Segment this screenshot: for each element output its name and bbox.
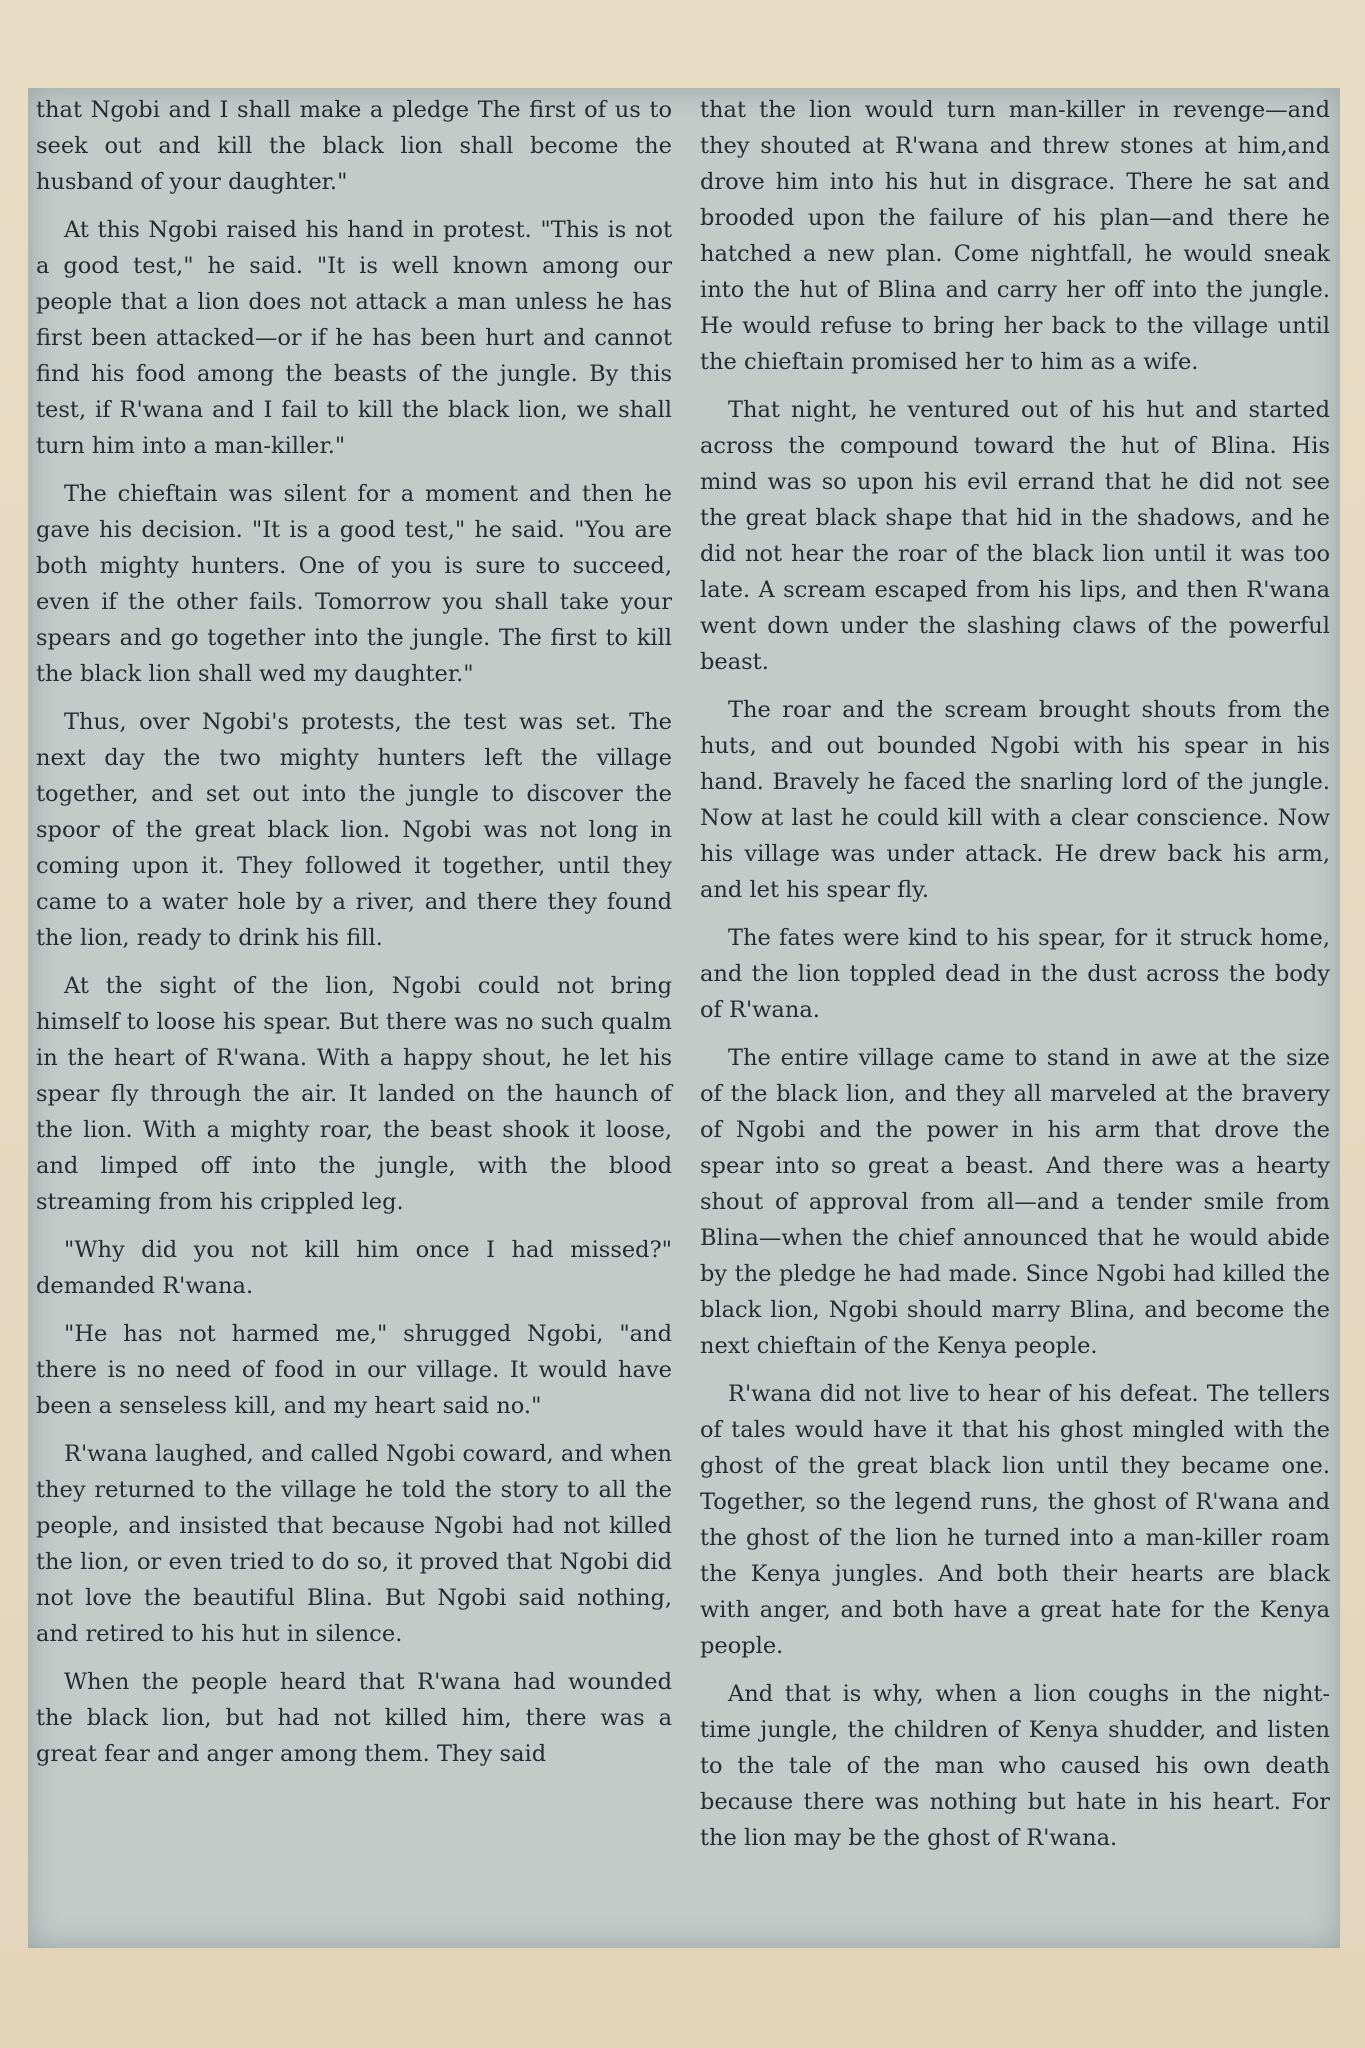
right-column [700, 92, 1330, 1868]
paragraph: The chieftain was silent for a moment and then he gave his decision. "It is a good test," he said. "You are both mighty hunters. One of you is sure to succeed, even if the other fails. Tomorrow you shall take your spears and go together into the jungle. The first to kill the black lion shall wed my daughter." [36, 481, 672, 687]
page-bottom-margin [0, 1948, 1365, 2048]
paragraph: At this Ngobi raised his hand in protest. "This is not a good test," he said. "It is well known among our people that a lion does not attack a man unless he has first been attacked—or if he has been hurt and cannot find his food among the beasts of the jungle. By this test, if R'wana and I fail to kill the black lion, we shall turn him into a man-killer." [36, 217, 672, 459]
paragraph: that the lion would turn man-killer in revenge—and they shouted at R'wana and threw stones at him,and drove him into his hut in disgrace. There he sat and brooded upon the failure of his plan—and there he hatched a new plan. Come nightfall, he would sneak into the hut of Blina and carry her off into the jungle. He would refuse to bring her back to the village until the chieftain promised her to him as a wife. [700, 97, 1330, 375]
paragraph: Thus, over Ngobi's protests, the test was set. The next day the two mighty hunters left the village together, and set out into the jungle to discover the spoor of the great black lion. Ngobi was not long in coming upon it. They followed it together, until they came to a water hole by a river, and there they found the lion, ready to drink his fill. [36, 709, 672, 951]
paragraph: The entire village came to stand in awe at the size of the black lion, and they all marveled at the bravery of Ngobi and the power in his arm that drove the spear into so great a beast. And there was a hearty shout of approval from all—and a tender smile from Blina—when the chief announced that he would abide by the pledge he had made. Since Ngobi had killed the black lion, Ngobi should marry Blina, and become the next chieftain of the Kenya people. [700, 1045, 1330, 1359]
paragraph: That night, he ventured out of his hut and started across the compound toward the hut of Blina. His mind was so upon his evil errand that he did not see the great black shape that hid in the shadows, and he did not hear the roar of the black lion until it was too late. A scream escaped from his lips, and then R'wana went down under the slashing claws of the powerful beast. [700, 397, 1330, 675]
paragraph: R'wana laughed, and called Ngobi coward, and when they returned to the village he told the story to all the people, and insisted that because Ngobi had not killed the lion, or even tried to do so, it proved that Ngobi did not love the beautiful Blina. But Ngobi said nothing, and retired to his hut in silence. [36, 1441, 672, 1647]
paragraph: "He has not harmed me," shrugged Ngobi, "and there is no need of food in our village. It would have been a senseless kill, and my heart said no." [36, 1321, 672, 1419]
paragraph: When the people heard that R'wana had wounded the black lion, but had not killed him, there was a great fear and anger among them. They said [36, 1669, 672, 1767]
paragraph: And that is why, when a lion coughs in the night-time jungle, the children of Kenya shudder, and listen to the tale of the man who caused his own death because there was nothing but hate in his heart. For the lion may be the ghost of R'wana. [700, 1681, 1330, 1851]
paragraph: R'wana did not live to hear of his defeat. The tellers of tales would have it that his ghost mingled with the ghost of the great black lion until they became one. Together, so the legend runs, the ghost of R'wana and the ghost of the lion he turned into a man-killer roam the Kenya jungles. And both their hearts are black with anger, and both have a great hate for the Kenya people. [700, 1381, 1330, 1659]
paragraph: that Ngobi and I shall make a pledge The first of us to seek out and kill the black lion shall become the husband of your daughter." [36, 97, 672, 195]
paragraph: The fates were kind to his spear, for it struck home, and the lion toppled dead in the dust across the body of R'wana. [700, 925, 1330, 1023]
paragraph: The roar and the scream brought shouts from the huts, and out bounded Ngobi with his spear in his hand. Bravely he faced the snarling lord of the jungle. Now at last he could kill with a clear conscience. Now his village was under attack. He drew back his arm, and let his spear fly. [700, 697, 1330, 903]
paragraph: At the sight of the lion, Ngobi could not bring himself to loose his spear. But there was no such qualm in the heart of R'wana. With a happy shout, he let his spear fly through the air. It landed on the haunch of the lion. With a mighty roar, the beast shook it loose, and limped off into the jungle, with the blood streaming from his crippled leg. [36, 973, 672, 1215]
left-column [36, 92, 672, 1784]
paragraph: "Why did you not kill him once I had missed?" demanded R'wana. [36, 1237, 672, 1299]
